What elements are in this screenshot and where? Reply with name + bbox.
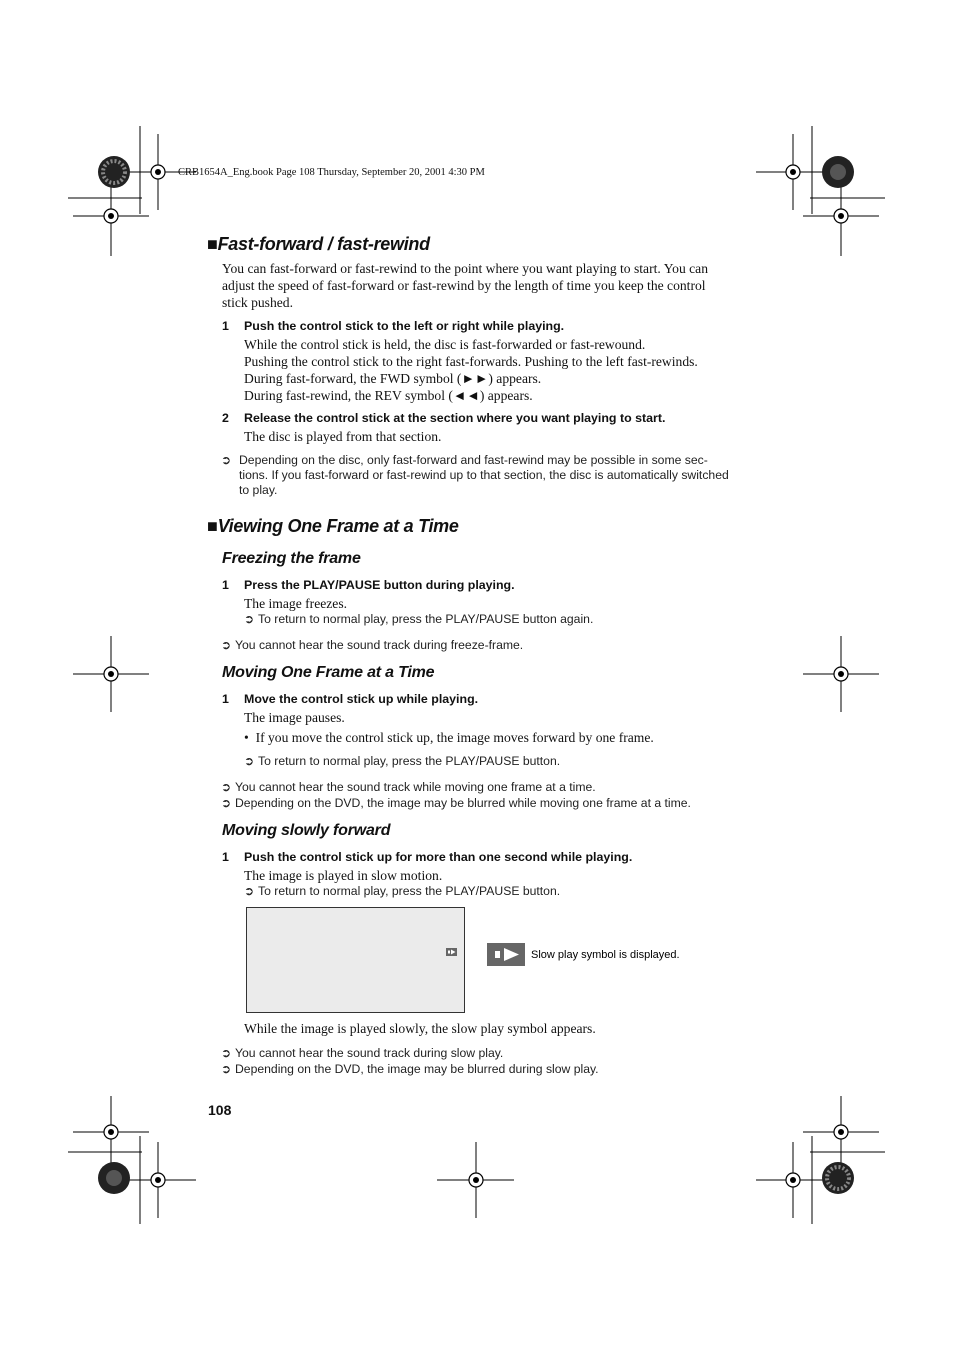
note-line: To return to normal play, press the PLAY/PAUSE button. [258,884,561,898]
step-number: 1 [222,319,229,333]
note-arrow-icon: ➲ [221,638,232,652]
step-title: Push the control stick up for more than one second while playing. [244,850,633,864]
intro-paragraph [222,260,762,311]
sub-note [244,754,560,769]
subsection-title: Moving slowly forward [222,822,391,839]
section-heading-fast-forward [207,234,430,255]
step-line: Pushing the control stick to the right fast-forwards. Pushing to the left fast-rewinds. [244,354,698,369]
note-arrow-icon: ➲ [221,796,232,810]
intro-line: adjust the speed of fast-forward or fast-rewind by the length of time you keep the control [222,278,706,293]
note-line: Depending on the disc, only fast-forward and fast-rewind may be possible in some sec- [239,453,708,467]
step-number: 1 [222,578,229,592]
note-arrow-icon: ➲ [221,453,232,467]
figure-caption: While the image is played slowly, the slow play symbol appears. [244,1021,596,1036]
slow-play-callout: Slow play symbol is displayed. [531,949,680,961]
note-line: You cannot hear the sound track during slow play. [235,1046,504,1060]
subsection-title: Freezing the frame [222,550,361,567]
step-line: During fast-rewind, the REV symbol (◄◄) appears. [244,388,533,403]
slow-play-symbol-icon [487,943,525,966]
section-square-icon: ■ [207,234,218,254]
step-description [244,336,698,404]
section-title: Fast-forward / fast-rewind [217,234,430,254]
note-arrow-icon: ➲ [244,754,255,768]
tv-screen-illustration [246,907,465,1013]
note-arrow-icon: ➲ [221,780,232,794]
note-line: tions. If you fast-forward or fast-rewind up to that section, the disc is automatically switched [239,468,729,482]
section-title: Viewing One Frame at a Time [217,516,459,536]
section-heading-one-frame [207,516,459,537]
intro-line: You can fast-forward or fast-rewind to the point where you want playing to start. You can [222,261,709,276]
note-block [221,780,691,811]
note-line: Depending on the DVD, the image may be blurred during slow play. [235,1062,599,1076]
note-block [221,1046,599,1077]
step-heading [0,578,954,594]
note-block [221,638,523,653]
note-line: Depending on the DVD, the image may be blurred while moving one frame at a time. [235,796,691,810]
step-title: Press the PLAY/PAUSE button during playing. [244,578,515,592]
note-arrow-icon: ➲ [244,612,255,626]
note-arrow-icon: ➲ [221,1062,232,1076]
step-number: 1 [222,850,229,864]
note-line: You cannot hear the sound track while moving one frame at a time. [235,780,596,794]
note-line: to play. [239,483,278,497]
step-number: 2 [222,411,229,425]
file-info-header: CRB1654A_Eng.book Page 108 Thursday, September 20, 2001 4:30 PM [178,167,485,178]
step-description [244,428,441,445]
note-line: To return to normal play, press the PLAY/PAUSE button again. [258,612,594,626]
step-heading [0,692,954,708]
step-line: The image freezes. [244,596,348,611]
note-arrow-icon: ➲ [221,1046,232,1060]
bullet-item [244,729,654,746]
step-title: Release the control stick at the section where you want playing to start. [244,411,666,425]
subsection-title: Moving One Frame at a Time [222,664,435,681]
step-heading [0,411,954,427]
step-heading [0,319,954,335]
step-line: The disc is played from that section. [244,429,442,444]
note-line: To return to normal play, press the PLAY/PAUSE button. [258,754,561,768]
step-line: During fast-forward, the FWD symbol (►►) appears. [244,371,542,386]
step-number: 1 [222,692,229,706]
step-title: Push the control stick to the left or right while playing. [244,319,565,333]
note-block [221,453,761,498]
intro-line: stick pushed. [222,295,293,310]
bullet-text: If you move the control stick up, the image moves forward by one frame. [255,730,654,745]
step-line: The image pauses. [244,710,345,725]
step-line: The image is played in slow motion. [244,868,443,883]
slow-play-small-icon [446,948,457,956]
section-square-icon: ■ [207,516,218,536]
sub-note [244,884,560,899]
step-line: While the control stick is held, the disc is fast-forwarded or fast-rewound. [244,337,646,352]
page-number: 108 [208,1102,232,1118]
step-heading [0,850,954,866]
sub-note [244,612,593,627]
note-line: You cannot hear the sound track during freeze-frame. [235,638,524,652]
note-arrow-icon: ➲ [244,884,255,898]
bullet-icon: • [244,730,249,745]
step-title: Move the control stick up while playing. [244,692,479,706]
